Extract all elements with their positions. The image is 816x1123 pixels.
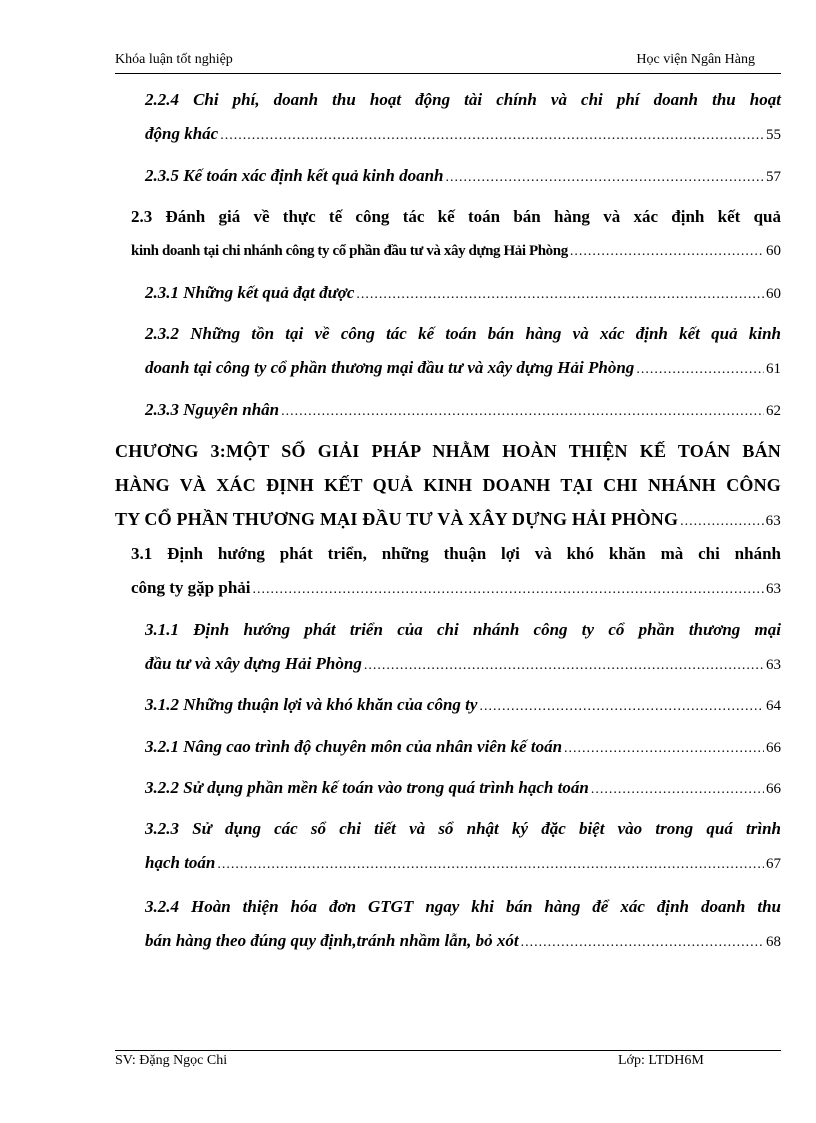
header-left-text: Khóa luận tốt nghiệp (115, 52, 233, 67)
dot-leader (591, 773, 764, 807)
toc-line: động khác (145, 124, 219, 143)
toc-line: 3.2.1 Nâng cao trình độ chuyên môn của nhân viên kế toán (145, 737, 563, 756)
toc-entry-2-3[interactable] (131, 200, 781, 269)
footer-right-text: Lớp: LTDH6M (618, 1053, 704, 1068)
toc-page-number: 63 (765, 513, 781, 529)
toc-entry-2-3-1[interactable] (145, 276, 781, 312)
toc-line: 2.3.1 Những kết quả đạt được (145, 283, 355, 302)
toc-line: 3.1.2 Những thuận lợi và khó khăn của công ty (145, 695, 478, 714)
toc-page-number: 63 (766, 657, 781, 673)
toc-entry-2-3-2[interactable] (145, 317, 781, 387)
toc-entry-3-2-2[interactable] (145, 771, 781, 807)
toc-entry-2-3-3[interactable] (145, 393, 781, 429)
toc-line: 3.2.2 Sử dụng phần mền kế toán vào trong quá trình hạch toán (145, 778, 589, 797)
dot-leader (356, 278, 764, 312)
toc-line: HÀNG VÀ XÁC ĐỊNH KẾT QUẢ KINH DOANH TẠI CHI NHÁNH CÔNG (115, 475, 781, 495)
toc-entry-chapter-3[interactable] (115, 434, 781, 539)
toc-line: bán hàng theo đúng quy định,tránh nhầm lẫn, bỏ xót (145, 931, 519, 950)
dot-leader (446, 161, 764, 195)
dot-leader (570, 235, 764, 269)
toc-entry-2-3-5[interactable] (145, 159, 781, 195)
dot-leader (281, 395, 764, 429)
toc-page-number: 68 (766, 934, 781, 950)
toc-line: 2.2.4 Chi phí, doanh thu hoạt động tài chính và chi phí doanh thu hoạt (145, 90, 781, 109)
toc-entry-3-1-2[interactable] (145, 688, 781, 724)
toc-line: 2.3.2 Những tồn tại về công tác kế toán bán hàng và xác định kết quả kinh (145, 324, 781, 343)
toc-line: công ty gặp phải (131, 578, 251, 597)
toc-line: 3.1 Định hướng phát triển, những thuận lợi và khó khăn mà chi nhánh (131, 544, 781, 563)
dot-leader (253, 573, 765, 607)
dot-leader (217, 848, 764, 882)
toc-entry-3-2-4[interactable] (145, 890, 781, 960)
toc-line: 2.3 Đánh giá về thực tế công tác kế toán bán hàng và xác định kết quả (131, 207, 781, 226)
toc-page-number: 62 (766, 403, 781, 419)
toc-line: 2.3.5 Kế toán xác định kết quả kinh doanh (145, 166, 444, 185)
dot-leader (364, 649, 764, 683)
toc-page-number: 67 (766, 856, 781, 872)
dot-leader (564, 732, 764, 766)
toc-page-number: 61 (766, 361, 781, 377)
dot-leader (521, 926, 764, 960)
footer-divider (115, 1050, 781, 1051)
toc-page-number: 64 (766, 698, 781, 714)
toc-line: hạch toán (145, 853, 216, 872)
toc-entry-2-2-4[interactable] (145, 83, 781, 153)
dot-leader (479, 690, 764, 724)
toc-entry-3-2-3[interactable] (145, 812, 781, 882)
footer-left-text: SV: Đặng Ngọc Chi (115, 1053, 228, 1068)
toc-page-number: 63 (766, 581, 781, 597)
dot-leader (680, 505, 763, 539)
toc-line: doanh tại công ty cổ phần thương mại đầu tư và xây dựng Hải Phòng (145, 358, 635, 377)
toc-line: TY CỔ PHẦN THƯƠNG MẠI ĐẦU TƯ VÀ XÂY DỰNG HẢI PHÒNG (115, 509, 679, 529)
toc-page-number: 60 (766, 243, 781, 259)
toc-line: 3.1.1 Định hướng phát triển của chi nhánh công ty cổ phần thương mại (145, 620, 781, 639)
toc-entry-3-1[interactable] (131, 537, 781, 607)
toc-line: 3.2.3 Sử dụng các sổ chi tiết và sổ nhật ký đặc biệt vào trong quá trình (145, 819, 781, 838)
page-header (115, 52, 781, 72)
toc-page-number: 66 (766, 740, 781, 756)
toc-entry-3-1-1[interactable] (145, 613, 781, 683)
dot-leader (636, 353, 764, 387)
toc-line: 2.3.3 Nguyên nhân (145, 400, 280, 419)
toc-page-number: 66 (766, 781, 781, 797)
toc-line: CHƯƠNG 3:MỘT SỐ GIẢI PHÁP NHẰM HOÀN THIỆN KẾ TOÁN BÁN (115, 441, 781, 461)
toc-entry-3-2-1[interactable] (145, 730, 781, 766)
toc-line: 3.2.4 Hoàn thiện hóa đơn GTGT ngay khi bán hàng để xác định doanh thu (145, 897, 781, 916)
header-right-text: Học viện Ngân Hàng (636, 52, 755, 67)
header-divider (115, 73, 781, 74)
toc-line: kinh doanh tại chi nhánh công ty cổ phần đầu tư và xây dựng Hải Phòng (131, 243, 568, 259)
dot-leader (220, 119, 764, 153)
toc-line: đầu tư và xây dựng Hải Phòng (145, 654, 362, 673)
toc-page-number: 55 (766, 127, 781, 143)
toc-page-number: 57 (766, 169, 781, 185)
toc-page-number: 60 (766, 286, 781, 302)
